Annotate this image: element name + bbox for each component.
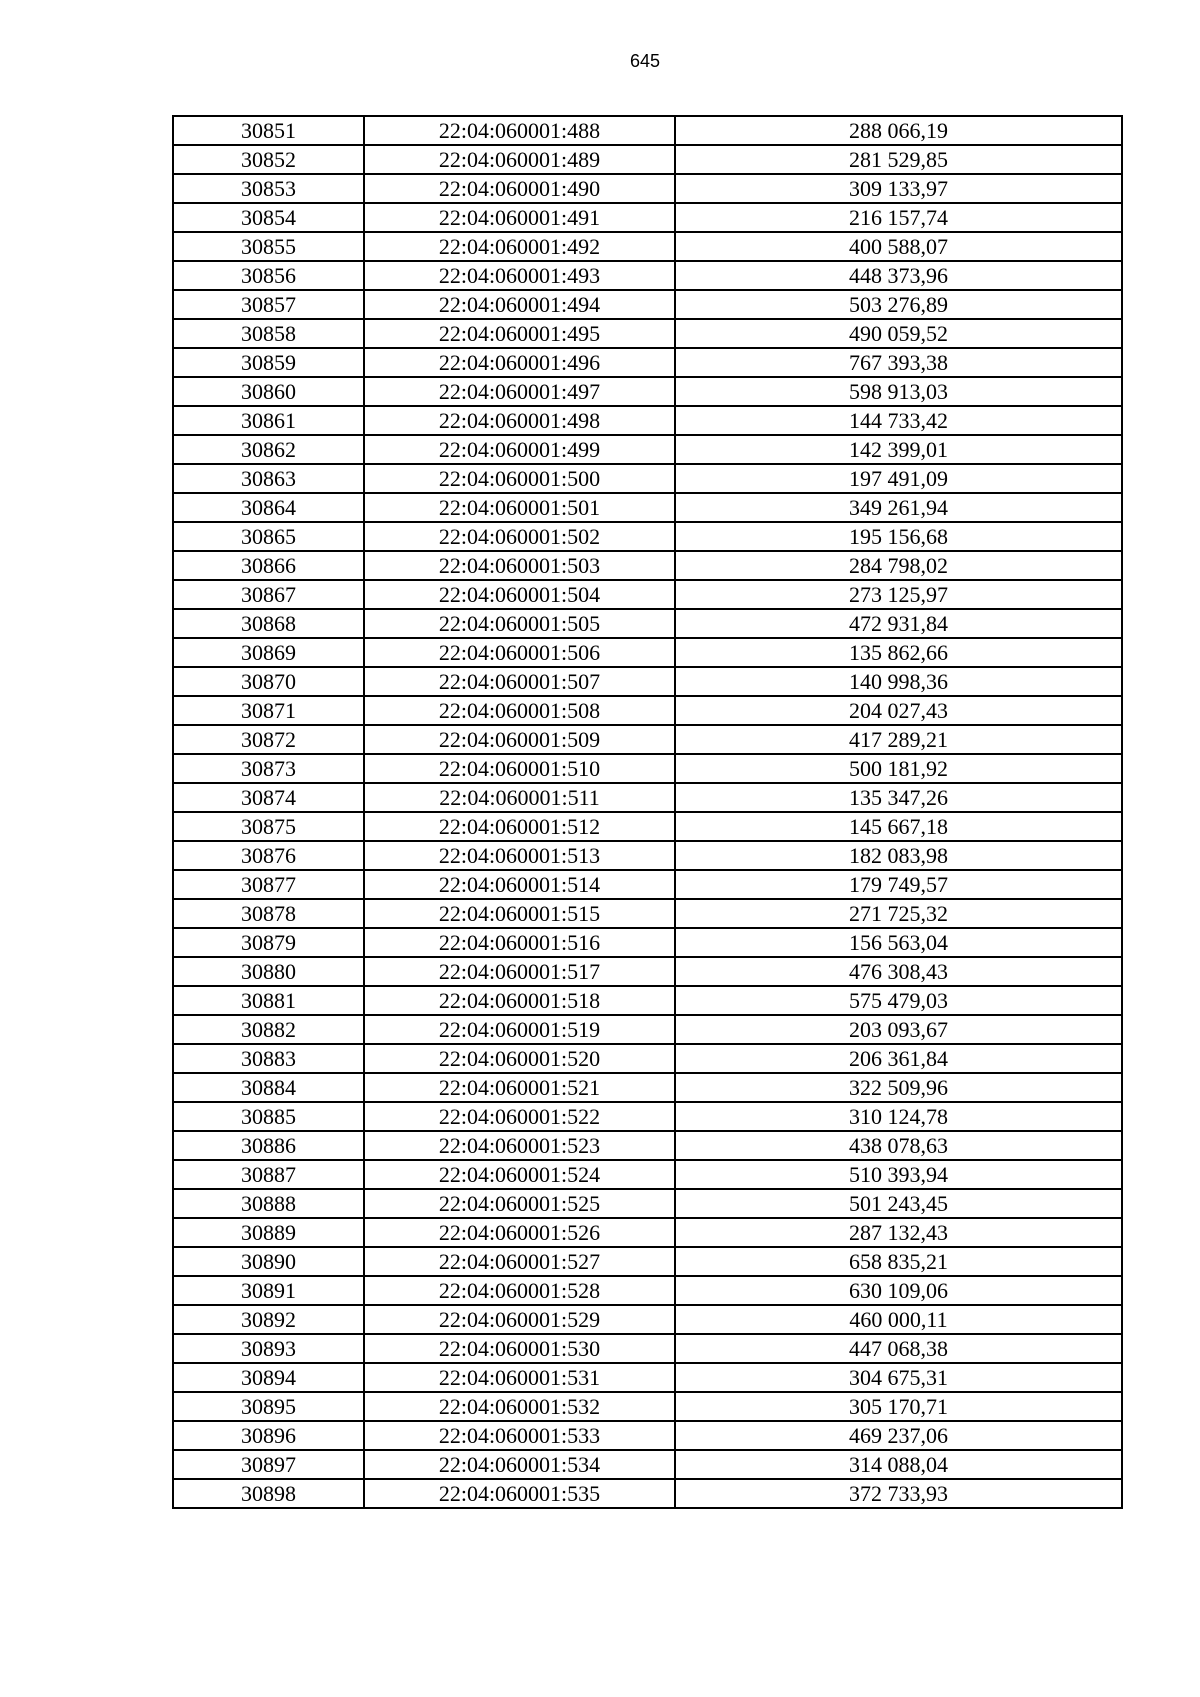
value-cell: 310 124,78 [675, 1102, 1122, 1131]
cadastral-number-cell: 22:04:060001:533 [364, 1421, 675, 1450]
table-row [173, 1421, 1122, 1450]
table-row [173, 1015, 1122, 1044]
value-cell: 203 093,67 [675, 1015, 1122, 1044]
row-number-cell: 30890 [173, 1247, 364, 1276]
value-cell: 309 133,97 [675, 174, 1122, 203]
value-cell: 142 399,01 [675, 435, 1122, 464]
cadastral-number-cell: 22:04:060001:502 [364, 522, 675, 551]
row-number-cell: 30868 [173, 609, 364, 638]
value-cell: 195 156,68 [675, 522, 1122, 551]
table-row [173, 609, 1122, 638]
cadastral-number-cell: 22:04:060001:512 [364, 812, 675, 841]
cadastral-number-cell: 22:04:060001:530 [364, 1334, 675, 1363]
value-cell: 472 931,84 [675, 609, 1122, 638]
value-cell: 287 132,43 [675, 1218, 1122, 1247]
row-number-cell: 30898 [173, 1479, 364, 1508]
row-number-cell: 30860 [173, 377, 364, 406]
value-cell: 197 491,09 [675, 464, 1122, 493]
row-number-cell: 30875 [173, 812, 364, 841]
cadastral-number-cell: 22:04:060001:525 [364, 1189, 675, 1218]
value-cell: 135 347,26 [675, 783, 1122, 812]
value-cell: 510 393,94 [675, 1160, 1122, 1189]
table-row [173, 435, 1122, 464]
row-number-cell: 30852 [173, 145, 364, 174]
row-number-cell: 30856 [173, 261, 364, 290]
table-row [173, 145, 1122, 174]
cadastral-number-cell: 22:04:060001:493 [364, 261, 675, 290]
table-row [173, 899, 1122, 928]
value-cell: 156 563,04 [675, 928, 1122, 957]
row-number-cell: 30895 [173, 1392, 364, 1421]
value-cell: 216 157,74 [675, 203, 1122, 232]
row-number-cell: 30877 [173, 870, 364, 899]
cadastral-number-cell: 22:04:060001:534 [364, 1450, 675, 1479]
value-cell: 182 083,98 [675, 841, 1122, 870]
row-number-cell: 30879 [173, 928, 364, 957]
table-row [173, 1276, 1122, 1305]
cadastral-number-cell: 22:04:060001:531 [364, 1363, 675, 1392]
cadastral-number-cell: 22:04:060001:515 [364, 899, 675, 928]
cadastral-number-cell: 22:04:060001:535 [364, 1479, 675, 1508]
value-cell: 372 733,93 [675, 1479, 1122, 1508]
cadastral-number-cell: 22:04:060001:495 [364, 319, 675, 348]
row-number-cell: 30876 [173, 841, 364, 870]
row-number-cell: 30896 [173, 1421, 364, 1450]
cadastral-number-cell: 22:04:060001:526 [364, 1218, 675, 1247]
cadastral-number-cell: 22:04:060001:529 [364, 1305, 675, 1334]
cadastral-number-cell: 22:04:060001:499 [364, 435, 675, 464]
cadastral-number-cell: 22:04:060001:511 [364, 783, 675, 812]
cadastral-number-cell: 22:04:060001:508 [364, 696, 675, 725]
cadastral-value-table [172, 115, 1123, 1509]
cadastral-number-cell: 22:04:060001:510 [364, 754, 675, 783]
cadastral-number-cell: 22:04:060001:532 [364, 1392, 675, 1421]
table-row [173, 232, 1122, 261]
table-row [173, 986, 1122, 1015]
row-number-cell: 30888 [173, 1189, 364, 1218]
row-number-cell: 30865 [173, 522, 364, 551]
table-row [173, 580, 1122, 609]
cadastral-number-cell: 22:04:060001:492 [364, 232, 675, 261]
table-row [173, 522, 1122, 551]
row-number-cell: 30869 [173, 638, 364, 667]
value-cell: 469 237,06 [675, 1421, 1122, 1450]
value-cell: 460 000,11 [675, 1305, 1122, 1334]
table-row [173, 406, 1122, 435]
value-cell: 438 078,63 [675, 1131, 1122, 1160]
row-number-cell: 30880 [173, 957, 364, 986]
row-number-cell: 30871 [173, 696, 364, 725]
value-cell: 305 170,71 [675, 1392, 1122, 1421]
row-number-cell: 30887 [173, 1160, 364, 1189]
row-number-cell: 30857 [173, 290, 364, 319]
value-cell: 322 509,96 [675, 1073, 1122, 1102]
row-number-cell: 30853 [173, 174, 364, 203]
cadastral-number-cell: 22:04:060001:520 [364, 1044, 675, 1073]
table-row [173, 116, 1122, 145]
cadastral-number-cell: 22:04:060001:491 [364, 203, 675, 232]
row-number-cell: 30886 [173, 1131, 364, 1160]
table-row [173, 1044, 1122, 1073]
table-body [173, 116, 1122, 1508]
value-cell: 204 027,43 [675, 696, 1122, 725]
row-number-cell: 30851 [173, 116, 364, 145]
table-row [173, 319, 1122, 348]
cadastral-number-cell: 22:04:060001:509 [364, 725, 675, 754]
value-cell: 144 733,42 [675, 406, 1122, 435]
cadastral-number-cell: 22:04:060001:488 [364, 116, 675, 145]
row-number-cell: 30883 [173, 1044, 364, 1073]
row-number-cell: 30863 [173, 464, 364, 493]
table-row [173, 1392, 1122, 1421]
table-row [173, 1102, 1122, 1131]
value-cell: 145 667,18 [675, 812, 1122, 841]
value-cell: 448 373,96 [675, 261, 1122, 290]
table-row [173, 551, 1122, 580]
cadastral-number-cell: 22:04:060001:503 [364, 551, 675, 580]
table-row [173, 1363, 1122, 1392]
table-row [173, 261, 1122, 290]
row-number-cell: 30893 [173, 1334, 364, 1363]
table-row [173, 174, 1122, 203]
cadastral-number-cell: 22:04:060001:519 [364, 1015, 675, 1044]
table-row [173, 377, 1122, 406]
table-row [173, 1160, 1122, 1189]
table-row [173, 696, 1122, 725]
cadastral-number-cell: 22:04:060001:490 [364, 174, 675, 203]
row-number-cell: 30874 [173, 783, 364, 812]
table-row [173, 1305, 1122, 1334]
row-number-cell: 30873 [173, 754, 364, 783]
value-cell: 630 109,06 [675, 1276, 1122, 1305]
value-cell: 314 088,04 [675, 1450, 1122, 1479]
value-cell: 417 289,21 [675, 725, 1122, 754]
row-number-cell: 30864 [173, 493, 364, 522]
row-number-cell: 30862 [173, 435, 364, 464]
value-cell: 273 125,97 [675, 580, 1122, 609]
value-cell: 281 529,85 [675, 145, 1122, 174]
cadastral-number-cell: 22:04:060001:513 [364, 841, 675, 870]
row-number-cell: 30855 [173, 232, 364, 261]
cadastral-number-cell: 22:04:060001:501 [364, 493, 675, 522]
row-number-cell: 30859 [173, 348, 364, 377]
value-cell: 658 835,21 [675, 1247, 1122, 1276]
table-row [173, 1479, 1122, 1508]
row-number-cell: 30867 [173, 580, 364, 609]
table-row [173, 1189, 1122, 1218]
value-cell: 598 913,03 [675, 377, 1122, 406]
cadastral-number-cell: 22:04:060001:496 [364, 348, 675, 377]
value-cell: 288 066,19 [675, 116, 1122, 145]
cadastral-number-cell: 22:04:060001:527 [364, 1247, 675, 1276]
table-row [173, 870, 1122, 899]
row-number-cell: 30881 [173, 986, 364, 1015]
value-cell: 767 393,38 [675, 348, 1122, 377]
cadastral-number-cell: 22:04:060001:504 [364, 580, 675, 609]
row-number-cell: 30861 [173, 406, 364, 435]
table-row [173, 464, 1122, 493]
value-cell: 284 798,02 [675, 551, 1122, 580]
value-cell: 349 261,94 [675, 493, 1122, 522]
row-number-cell: 30897 [173, 1450, 364, 1479]
cadastral-number-cell: 22:04:060001:528 [364, 1276, 675, 1305]
value-cell: 271 725,32 [675, 899, 1122, 928]
cadastral-number-cell: 22:04:060001:498 [364, 406, 675, 435]
table-row [173, 812, 1122, 841]
value-cell: 500 181,92 [675, 754, 1122, 783]
cadastral-number-cell: 22:04:060001:523 [364, 1131, 675, 1160]
cadastral-number-cell: 22:04:060001:514 [364, 870, 675, 899]
value-cell: 206 361,84 [675, 1044, 1122, 1073]
table-row [173, 203, 1122, 232]
row-number-cell: 30870 [173, 667, 364, 696]
value-cell: 447 068,38 [675, 1334, 1122, 1363]
cadastral-number-cell: 22:04:060001:497 [364, 377, 675, 406]
table-row [173, 1334, 1122, 1363]
value-cell: 179 749,57 [675, 870, 1122, 899]
table-row [173, 1247, 1122, 1276]
cadastral-number-cell: 22:04:060001:518 [364, 986, 675, 1015]
cadastral-number-cell: 22:04:060001:500 [364, 464, 675, 493]
value-cell: 503 276,89 [675, 290, 1122, 319]
cadastral-number-cell: 22:04:060001:505 [364, 609, 675, 638]
table-row [173, 667, 1122, 696]
row-number-cell: 30866 [173, 551, 364, 580]
table-row [173, 957, 1122, 986]
value-cell: 575 479,03 [675, 986, 1122, 1015]
table-row [173, 754, 1122, 783]
cadastral-number-cell: 22:04:060001:494 [364, 290, 675, 319]
cadastral-number-cell: 22:04:060001:506 [364, 638, 675, 667]
row-number-cell: 30885 [173, 1102, 364, 1131]
table-row [173, 290, 1122, 319]
table-row [173, 841, 1122, 870]
cadastral-number-cell: 22:04:060001:507 [364, 667, 675, 696]
value-cell: 400 588,07 [675, 232, 1122, 261]
table-row [173, 1218, 1122, 1247]
table-row [173, 493, 1122, 522]
cadastral-number-cell: 22:04:060001:524 [364, 1160, 675, 1189]
cadastral-number-cell: 22:04:060001:516 [364, 928, 675, 957]
table-row [173, 348, 1122, 377]
row-number-cell: 30872 [173, 725, 364, 754]
cadastral-number-cell: 22:04:060001:517 [364, 957, 675, 986]
row-number-cell: 30894 [173, 1363, 364, 1392]
row-number-cell: 30882 [173, 1015, 364, 1044]
table-row [173, 928, 1122, 957]
cadastral-number-cell: 22:04:060001:522 [364, 1102, 675, 1131]
row-number-cell: 30878 [173, 899, 364, 928]
row-number-cell: 30854 [173, 203, 364, 232]
value-cell: 135 862,66 [675, 638, 1122, 667]
cadastral-number-cell: 22:04:060001:521 [364, 1073, 675, 1102]
table-row [173, 1450, 1122, 1479]
row-number-cell: 30892 [173, 1305, 364, 1334]
row-number-cell: 30884 [173, 1073, 364, 1102]
table-row [173, 783, 1122, 812]
table-row [173, 725, 1122, 754]
value-cell: 501 243,45 [675, 1189, 1122, 1218]
table-row [173, 1073, 1122, 1102]
cadastral-number-cell: 22:04:060001:489 [364, 145, 675, 174]
value-cell: 490 059,52 [675, 319, 1122, 348]
value-cell: 140 998,36 [675, 667, 1122, 696]
table-row [173, 638, 1122, 667]
value-cell: 304 675,31 [675, 1363, 1122, 1392]
row-number-cell: 30891 [173, 1276, 364, 1305]
table-row [173, 1131, 1122, 1160]
value-cell: 476 308,43 [675, 957, 1122, 986]
row-number-cell: 30858 [173, 319, 364, 348]
row-number-cell: 30889 [173, 1218, 364, 1247]
page-number: 645 [629, 51, 661, 71]
